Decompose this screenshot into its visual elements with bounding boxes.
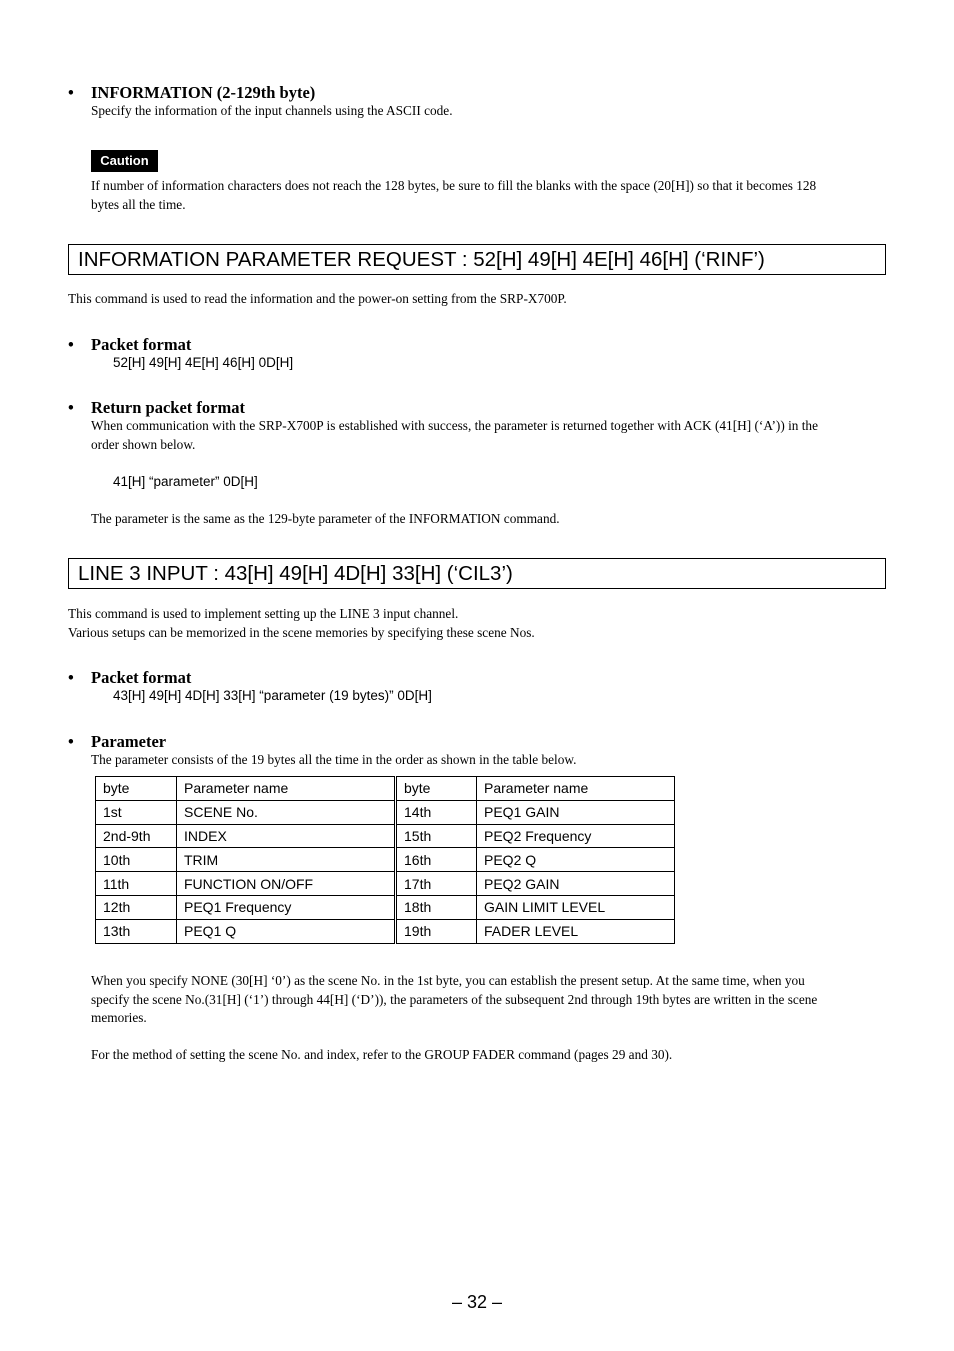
header-cell: byte [396, 777, 477, 801]
table-cell: 16th [396, 848, 477, 872]
page-number: – 32 – [451, 1292, 503, 1312]
table-cell: 14th [396, 800, 477, 824]
table-cell: 2nd-9th [96, 824, 177, 848]
table-cell: PEQ2 Frequency [477, 824, 675, 848]
table-cell: SCENE No. [177, 800, 396, 824]
caution-text-line1: If number of information characters does not reach the 128 bytes, be sure to fill the blanks with the space (20[H]) so that it becomes 128 [91, 178, 817, 193]
header-cell: Parameter name [477, 777, 675, 801]
cil3-packet-code: 43[H] 49[H] 4D[H] 33[H] “parameter (19 bytes)” 0D[H] [113, 688, 432, 703]
table-cell: 15th [396, 824, 477, 848]
table-cell: PEQ2 Q [477, 848, 675, 872]
table-cell: INDEX [177, 824, 396, 848]
table-row [96, 872, 675, 896]
info-heading-text: INFORMATION (2-129th byte) [91, 83, 316, 102]
cil3-packet-heading-text: Packet format [91, 668, 192, 687]
parameter-table [95, 776, 675, 944]
rinf-intro: This command is used to read the information and the power-on setting from the SRP-X700P. [68, 291, 567, 306]
rinf-return-heading-text: Return packet format [91, 398, 245, 417]
cil3-section-title: LINE 3 INPUT : 43[H] 49[H] 4D[H] 33[H] (‘CIL3’) [68, 558, 886, 589]
table-cell: 18th [396, 895, 477, 919]
bullet-glyph: • [68, 335, 74, 354]
header-cell: byte [96, 777, 177, 801]
bullet-glyph: • [68, 83, 74, 102]
table-row [96, 919, 675, 943]
info-text: Specify the information of the input channels using the ASCII code. [91, 103, 453, 118]
table-cell: GAIN LIMIT LEVEL [477, 895, 675, 919]
table-cell: 10th [96, 848, 177, 872]
table-cell: 11th [96, 872, 177, 896]
table-row [96, 848, 675, 872]
rinf-return-text-line2: order shown below. [91, 437, 196, 452]
table-cell: TRIM [177, 848, 396, 872]
table-row [96, 824, 675, 848]
table-cell: 17th [396, 872, 477, 896]
cil3-after-line1: When you specify NONE (30[H] ‘0’) as the scene No. in the 1st byte, you can establish the present setup. At the same time, when you [91, 973, 805, 988]
cil3-intro-line2: Various setups can be memorized in the scene memories by specifying these scene Nos. [68, 625, 535, 640]
caution-badge: Caution [91, 150, 158, 172]
cil3-after-line3: memories. [91, 1010, 147, 1025]
bullet-glyph: • [68, 398, 74, 417]
cil3-reference: For the method of setting the scene No. and index, refer to the GROUP FADER command (pages 29 and 30). [91, 1047, 673, 1062]
table-row [96, 895, 675, 919]
cil3-after-line2: specify the scene No.(31[H] (‘1’) through 44[H] (‘D’)), the parameters of the subsequent 2nd through 19th bytes are written in the scene [91, 991, 818, 1007]
cil3-intro-line1: This command is used to implement setting up the LINE 3 input channel. [68, 606, 459, 621]
table-header-row [96, 777, 675, 801]
table-cell: FADER LEVEL [477, 919, 675, 943]
rinf-note: The parameter is the same as the 129-byte parameter of the INFORMATION command. [91, 511, 560, 526]
table-cell: PEQ2 GAIN [477, 872, 675, 896]
header-cell: Parameter name [177, 777, 396, 801]
table-cell: PEQ1 Frequency [177, 895, 396, 919]
table-cell: 1st [96, 800, 177, 824]
table-cell: PEQ1 GAIN [477, 800, 675, 824]
rinf-return-code: 41[H] “parameter” 0D[H] [113, 474, 258, 489]
cil3-param-heading-text: Parameter [91, 732, 167, 751]
table-cell: FUNCTION ON/OFF [177, 872, 396, 896]
table-cell: 19th [396, 919, 477, 943]
table-row [96, 800, 675, 824]
rinf-return-text-line1: When communication with the SRP-X700P is established with success, the parameter is returned together with ACK (41[H] (‘A’)) in the [91, 418, 818, 433]
cil3-param-text: The parameter consists of the 19 bytes all the time in the order as shown in the table below. [91, 752, 577, 767]
rinf-packet-code: 52[H] 49[H] 4E[H] 46[H] 0D[H] [113, 355, 294, 370]
bullet-glyph: • [68, 668, 74, 687]
rinf-packet-heading-text: Packet format [91, 335, 192, 354]
rinf-section-title: INFORMATION PARAMETER REQUEST : 52[H] 49[H] 4E[H] 46[H] (‘RINF’) [68, 244, 886, 275]
table-cell: PEQ1 Q [177, 919, 396, 943]
bullet-glyph: • [68, 732, 74, 751]
caution-text-line2: bytes all the time. [91, 196, 186, 212]
table-cell: 13th [96, 919, 177, 943]
table-cell: 12th [96, 895, 177, 919]
